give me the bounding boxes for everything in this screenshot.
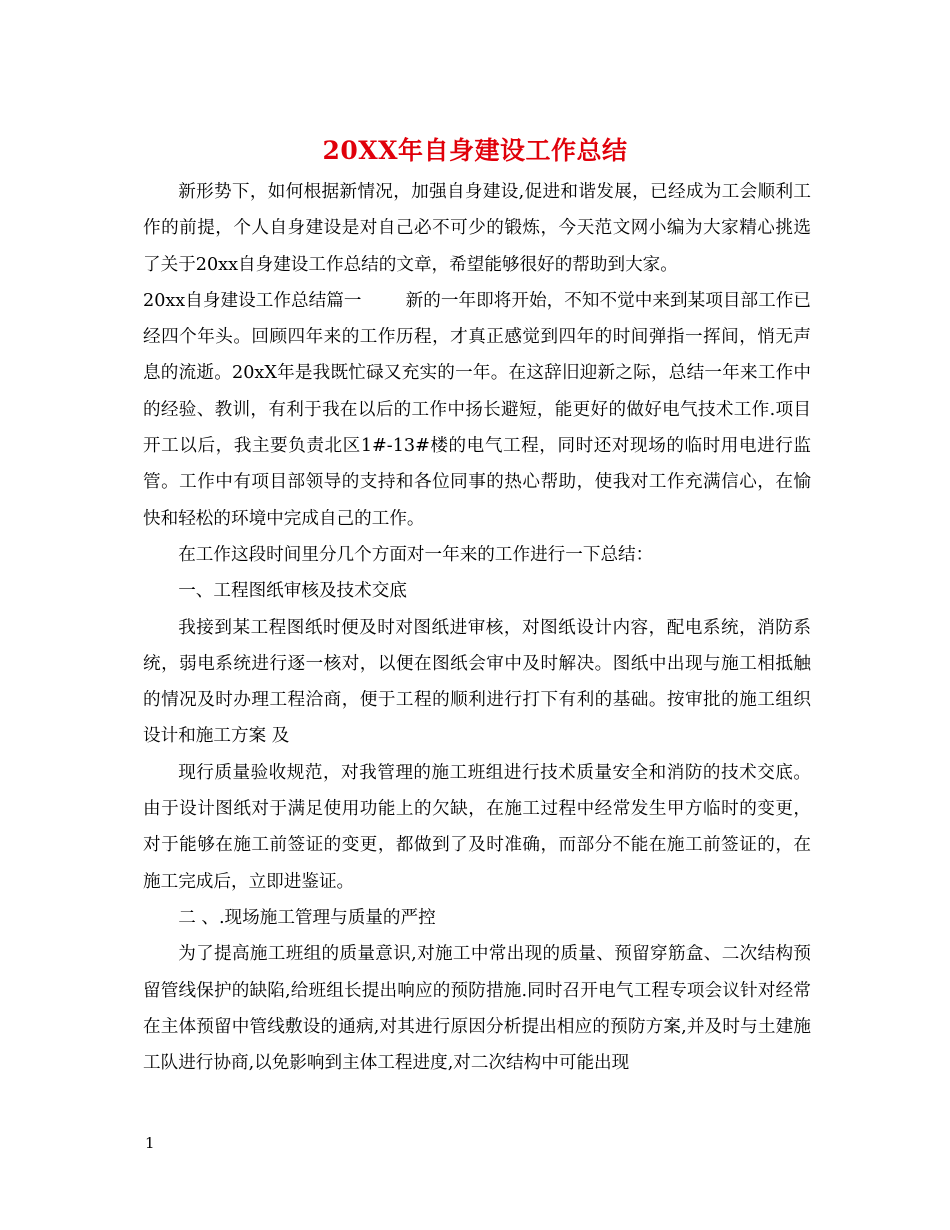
section-paragraph [143, 283, 811, 537]
heading-site-management: 二 、.现场施工管理与质量的严控 [178, 907, 436, 928]
page-number: 1 [145, 1134, 155, 1152]
drawing-review-paragraph: 我接到某工程图纸时便及时对图纸进审核，对图纸设计内容，配电系统，消防系统，弱电系统进行逐一核对，以便在图纸会审中及时解决。图纸中出现与施工相抵触的情况及时办理工程洽商，便于工程的顺利进行打下有利的基础。按审批的施工组织设计和施工方案 及 [143, 617, 811, 747]
quality-spec-paragraph: 现行质量验收规范，对我管理的施工班组进行技术质量安全和消防的技术交底。由于设计图纸对于满足使用功能上的欠缺，在施工过程中经常发生甲方临时的变更，对于能够在施工前签证的变更，都做到了及时准确，而部分不能在施工前签证的，在施工完成后，立即进鉴证。 [143, 762, 811, 892]
section-label: 20xx自身建设工作总结篇一 [143, 290, 362, 311]
document-title: 20XX年自身建设工作总结 [322, 136, 628, 165]
site-management-paragraph: 为了提高施工班组的质量意识,对施工中常出现的质量、预留穿筋盒、二次结构预留管线保护的缺陷,给班组长提出响应的预防措施.同时召开电气工程专项会议针对经常在主体预留中管线敷设的通病,对其进行原因分析提出相应的预防方案,并及时与土建施工队进行协商,以免影响到主体工程进度,对二次结构中可能出现 [143, 944, 811, 1074]
section-text: 新的一年即将开始，不知不觉中来到某项目部工作已经四个年头。回顾四年来的工作历程，才真正感觉到四年的时间弹指一挥间，悄无声息的流逝。20xX年是我既忙碌又充实的一年。在这辞旧迎新之际，总结一年来工作中的经验、教训，有利于我在以后的工作中扬长避短，能更好的做好电气技术工作.项目开工以后，我主要负责北区1#-13#楼的电气工程，同时还对现场的临时用电进行监管。工作中有项目部领导的支持和各位同事的热心帮助，使我对工作充满信心，在愉快和轻松的环境中完成自己的工作。 [143, 290, 811, 529]
heading-drawing-review: 一、工程图纸审核及技术交底 [178, 581, 407, 602]
overview-paragraph: 在工作这段时间里分几个方面对一年来的工作进行一下总结： [178, 544, 654, 565]
document-body [143, 174, 811, 1081]
intro-paragraph: 新形势下，如何根据新情况，加强自身建设,促进和谐发展，已经成为工会顺利工作的前提，个人自身建设是对自己必不可少的锻炼，今天范文网小编为大家精心挑选了关于20xx自身建设工作总结的文章，希望能够很好的帮助到大家。 [143, 182, 811, 275]
